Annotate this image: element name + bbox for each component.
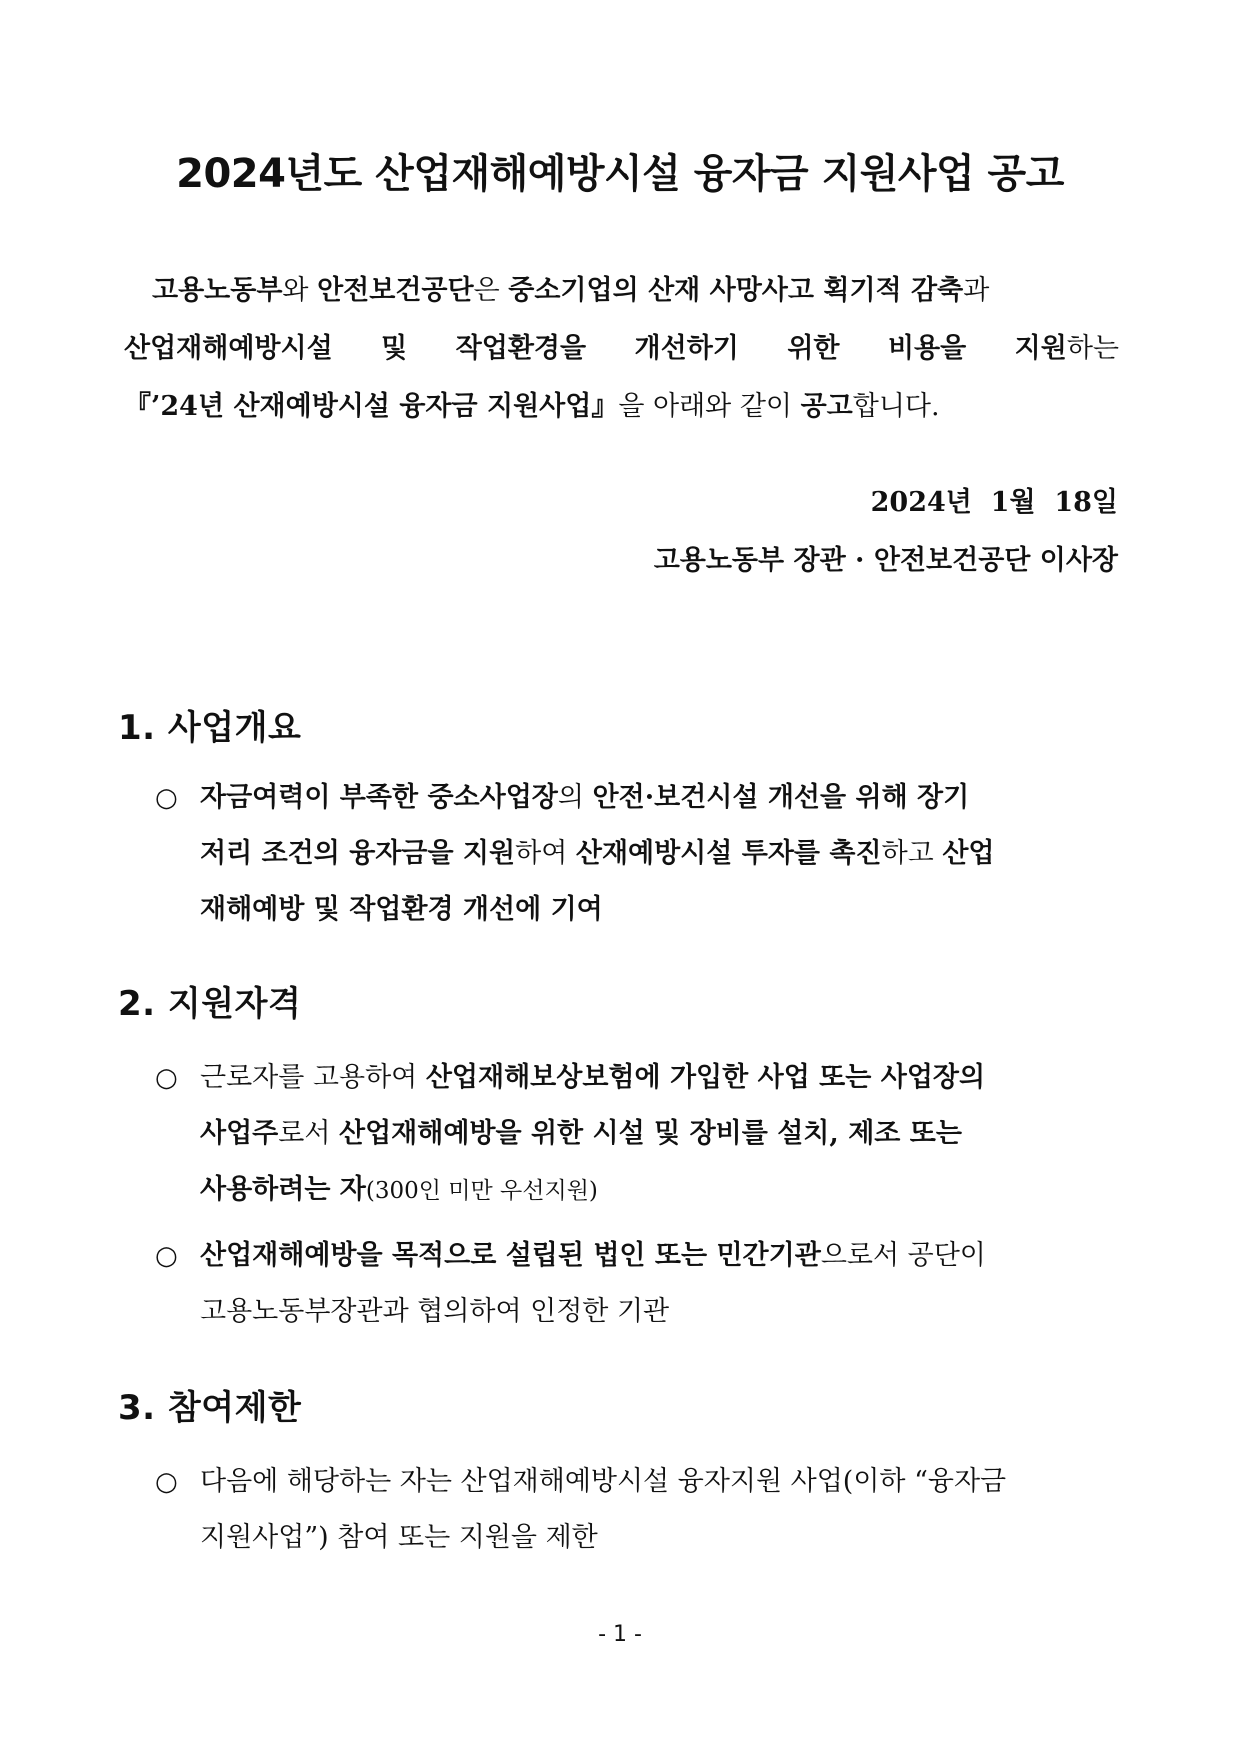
bullet-line (200, 1162, 1120, 1219)
list-item (155, 1454, 1120, 1566)
list-item (155, 770, 1120, 938)
bullet-text: 산업 (942, 838, 995, 869)
intro-line-3 (124, 378, 1119, 436)
bullet-text: 사용하려는 자 (200, 1174, 366, 1205)
bullet-text: 하고 (881, 838, 943, 869)
intro-word: 및 (381, 333, 408, 364)
intro-text: 와 (282, 275, 318, 306)
bullet-text: 사업주 (200, 1118, 279, 1149)
section-heading-overview: 1. 사업개요 (118, 708, 302, 748)
section-heading-eligibility: 2. 지원자격 (118, 984, 302, 1024)
bullet-line (200, 770, 1120, 826)
bullet-line (200, 1106, 1120, 1162)
org-kosha: 안전보건공단 (317, 275, 474, 306)
intro-line-2 (124, 320, 1119, 378)
bullet-line: 지원사업”) 참여 또는 지원을 제한 (200, 1522, 598, 1553)
intro-word: 개선하기 (634, 333, 739, 364)
bullet-line: 다음에 해당하는 자는 산업재해예방시설 융자지원 사업(이하 “융자금 (200, 1466, 1007, 1497)
bullet-text: 저리 조건의 융자금을 지원 (200, 838, 516, 869)
circle-bullet-icon: ○ (155, 1063, 178, 1093)
bullet-line: 고용노동부장관과 협의하여 인정한 기관 (200, 1296, 670, 1327)
announcement-date: 2024년 1월 18일 (870, 487, 1118, 518)
intro-line-1 (124, 262, 1119, 320)
intro-text: 과 (963, 275, 990, 306)
org-ministry: 고용노동부 (152, 275, 283, 306)
program-name: 『’24년 산재예방시설 융자금 지원사업』 (124, 391, 619, 422)
signer-line: 고용노동부 장관 · 안전보건공단 이사장 (653, 545, 1118, 576)
list-item (155, 1228, 1120, 1340)
intro-text: 합니다. (852, 391, 940, 422)
intro-word: 지원하는 (1014, 333, 1119, 364)
bullet-text: (300인 미만 우선지원) (365, 1178, 598, 1204)
bullet-text: 으로서 공단이 (820, 1240, 986, 1271)
intro-emphasis: 중소기업의 산재 사망사고 획기적 감축 (508, 275, 964, 306)
bullet-text: 로서 (278, 1118, 339, 1149)
bullet-text: 산재예방시설 투자를 촉진 (575, 838, 882, 869)
intro-text: 을 아래와 같이 (618, 391, 801, 422)
bullet-line (200, 1050, 1120, 1106)
intro-word: 작업환경을 (455, 333, 587, 364)
bullet-text: 안전·보건시설 개선을 위해 장기 (592, 782, 970, 813)
intro-paragraph (124, 262, 1119, 436)
bullet-line (200, 1228, 1120, 1284)
section-heading-restrictions: 3. 참여제한 (118, 1388, 302, 1428)
bullet-text: 하여 (515, 838, 576, 869)
intro-text: 은 (473, 275, 509, 306)
circle-bullet-icon: ○ (155, 783, 178, 813)
intro-word: 위한 (787, 333, 840, 364)
circle-bullet-icon: ○ (155, 1241, 178, 1271)
bullet-text: 자금여력이 부족한 중소사업장 (200, 782, 558, 813)
bullet-text: 산업재해보상보험에 가입한 사업 또는 사업장의 (425, 1062, 986, 1093)
page-number: - 1 - (598, 1622, 642, 1647)
bullet-line: 재해예방 및 작업환경 개선에 기여 (200, 894, 603, 925)
circle-bullet-icon: ○ (155, 1467, 178, 1497)
bullet-text: 산업재해예방을 위한 시설 및 장비를 설치, 제조 또는 (339, 1118, 962, 1149)
bullet-text: 근로자를 고용하여 (200, 1062, 426, 1093)
list-item (155, 1050, 1120, 1219)
intro-word: 산업재해예방시설 (124, 333, 333, 364)
page-title: 2024년도 산업재해예방시설 융자금 지원사업 공고 (176, 151, 1064, 197)
bullet-text: 의 (557, 782, 593, 813)
bullet-text: 산업재해예방을 목적으로 설립된 법인 또는 민간기관 (200, 1240, 821, 1271)
intro-word: 비용을 (887, 333, 967, 364)
bullet-line (200, 826, 1120, 882)
intro-emphasis: 공고 (800, 391, 853, 422)
